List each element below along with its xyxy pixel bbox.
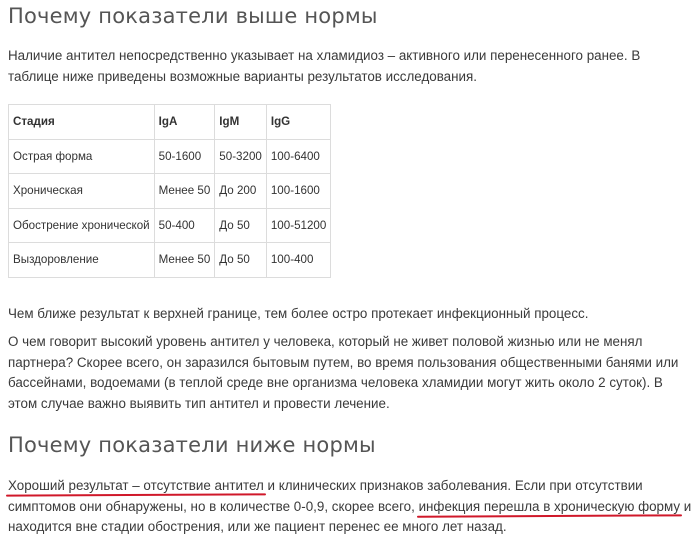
antibody-table	[8, 104, 331, 278]
table-row	[9, 208, 331, 243]
cell-stage: Хроническая	[9, 174, 155, 209]
table-row	[9, 243, 331, 278]
header-igm: IgM	[215, 105, 267, 140]
cell-igm: До 50	[215, 243, 267, 278]
header-iga: IgA	[154, 105, 215, 140]
intro-paragraph: Наличие антител непосредственно указывает на хламидиоз – активного или перенесенного ранее. В таблице ниже приведены возможные варианты результатов исследования.	[8, 48, 641, 84]
underlined-good-result: Хороший результат – отсутствие антител	[8, 478, 264, 493]
section-heading-below-norm: Почему показатели ниже нормы	[8, 433, 376, 457]
cell-stage: Выздоровление	[9, 243, 155, 278]
paragraph-text: и находится вне стадии обострения, или же пациент перенес ее много лет назад.	[8, 498, 692, 534]
high-level-paragraph: О чем говорит высокий уровень антител у человека, который не живет половой жизнью или не менял партнера? Скорее всего, он заразился бытовым путем, во время пользования общественными банями или бассейнами, водоемами (в теплой среде вне организма человека хламидии могут жить около 2 суток). В этом случае важно выявить тип антител и провести лечение.	[8, 334, 679, 411]
cell-igm: До 50	[215, 208, 267, 243]
underlined-chronic-form: инфекция перешла в хроническую форму	[418, 498, 681, 514]
header-igg: IgG	[266, 105, 330, 140]
cell-stage: Острая форма	[9, 139, 155, 174]
cell-igg: 100-1600	[266, 174, 330, 209]
table-row	[9, 139, 331, 174]
proximity-paragraph: Чем ближе результат к верхней границе, тем более остро протекает инфекционный процесс.	[8, 306, 589, 321]
cell-igm: До 200	[215, 174, 267, 209]
cell-igg: 100-6400	[266, 139, 330, 174]
below-norm-paragraph	[8, 476, 692, 538]
header-stage: Стадия	[9, 105, 155, 140]
paragraph-text: и клинических признаков заболевания. Если при отсутствии симптомов они обнаружены, но в количестве 0-0,9, скорее всего,	[8, 478, 643, 514]
cell-igg: 100-51200	[266, 208, 330, 243]
cell-iga: Менее 50	[154, 243, 215, 278]
cell-iga: 50-400	[154, 208, 215, 243]
cell-iga: 50-1600	[154, 139, 215, 174]
section-heading-above-norm: Почему показатели выше нормы	[8, 4, 378, 28]
table-row	[9, 174, 331, 209]
cell-igg: 100-400	[266, 243, 330, 278]
table-header-row	[9, 105, 331, 140]
cell-iga: Менее 50	[154, 174, 215, 209]
cell-igm: 50-3200	[215, 139, 267, 174]
cell-stage: Обострение хронической	[9, 208, 155, 243]
